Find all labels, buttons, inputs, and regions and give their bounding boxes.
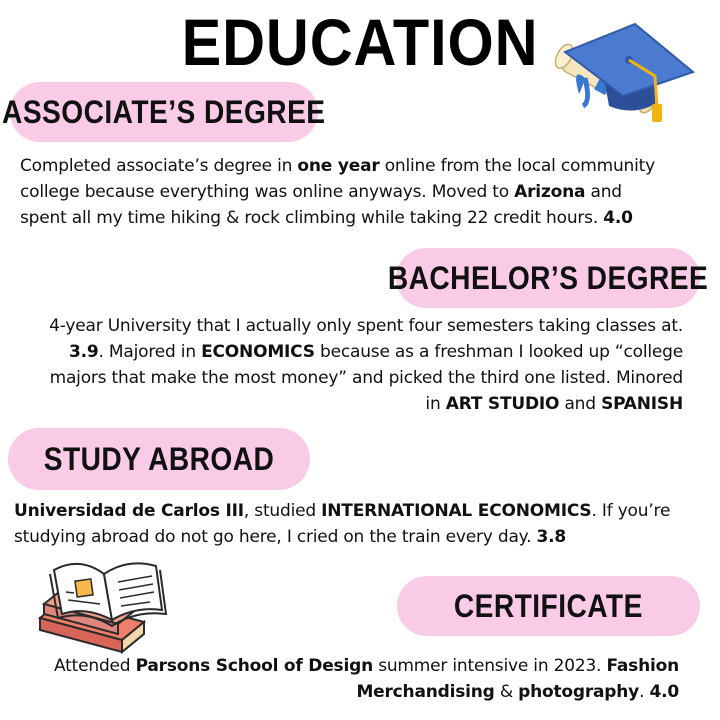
bold-text-run: ART STUDIO <box>445 394 560 414</box>
open-book-stack-icon <box>32 548 172 653</box>
text-run: 4-year University that I actually only spent four semesters taking classes at. <box>49 316 683 336</box>
study-abroad-text <box>14 498 674 550</box>
bold-text-run: Universidad de Carlos III <box>14 501 244 521</box>
bachelors-degree-heading: BACHELOR’S DEGREE <box>387 259 709 296</box>
associates-degree-text <box>20 153 660 231</box>
text-run: and <box>559 394 602 414</box>
text-run: Attended <box>54 656 136 676</box>
bachelors-degree-text <box>30 313 683 417</box>
page-title: EDUCATION <box>181 5 539 79</box>
bold-text-run: 3.9 <box>69 342 99 362</box>
study-abroad-heading-pill <box>8 428 310 490</box>
bachelors-degree-heading-pill <box>387 248 709 308</box>
bold-text-run: photography <box>518 682 640 702</box>
text-run: Completed associate’s degree in <box>20 156 298 176</box>
bold-text-run: 4.0 <box>649 682 679 702</box>
text-run: . Majored in <box>98 342 202 362</box>
text-run: . If you’re studying abroad do not go here, I cried on the train every day. <box>14 501 671 547</box>
bold-text-run: INTERNATIONAL ECONOMICS <box>321 501 592 521</box>
bold-text-run: 4.0 <box>603 208 633 228</box>
text-run: because as a freshman I looked up “college majors that make the most money” and picked the third one listed. Minored in <box>49 342 683 414</box>
bold-text-run: Arizona <box>514 182 586 202</box>
bold-text-run: ECONOMICS <box>201 342 315 362</box>
bold-text-run: one year <box>297 156 380 176</box>
certificate-text <box>30 653 679 705</box>
bold-text-run: SPANISH <box>601 394 683 414</box>
certificate-heading-pill <box>397 576 700 636</box>
bold-text-run: 3.8 <box>536 527 567 547</box>
text-run: and spent all my time hiking & rock climbing while taking 22 credit hours. <box>20 182 622 228</box>
associates-degree-heading-pill <box>2 82 326 142</box>
graduation-cap-diploma-icon <box>545 16 695 136</box>
text-run: . <box>639 682 650 702</box>
text-run: online from the local community college because everything was online anyways. Moved to <box>20 156 655 202</box>
bold-text-run: Parsons School of Design <box>135 656 373 676</box>
study-abroad-heading: STUDY ABROAD <box>43 440 275 477</box>
text-run: & <box>494 682 519 702</box>
bold-text-run: Fashion Merchandising <box>356 656 679 702</box>
associates-degree-heading: ASSOCIATE’S DEGREE <box>2 93 326 130</box>
text-run: , studied <box>243 501 322 521</box>
certificate-heading: CERTIFICATE <box>454 587 643 624</box>
text-run: summer intensive in 2023. <box>372 656 607 676</box>
